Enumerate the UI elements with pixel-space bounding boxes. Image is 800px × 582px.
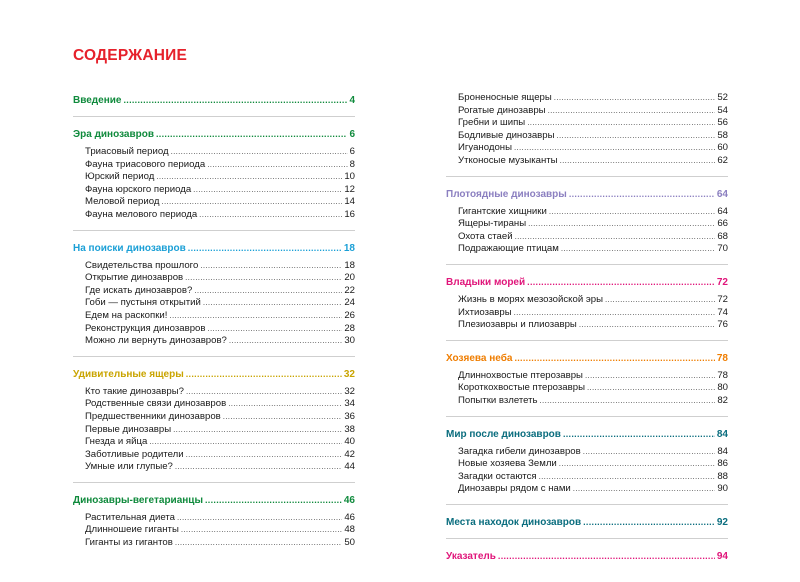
toc-entry[interactable] <box>446 92 728 105</box>
dot-leader <box>205 492 342 508</box>
toc-entry-title: Игуанодоны <box>458 142 512 154</box>
toc-entry[interactable] <box>446 382 728 395</box>
dot-leader <box>560 155 716 168</box>
toc-entry[interactable] <box>73 335 355 348</box>
toc-entry-title: Загадки остаются <box>458 470 537 482</box>
dot-leader <box>561 243 715 256</box>
toc-entry-title: Гигантские хищники <box>458 205 547 217</box>
toc-entry[interactable] <box>73 260 355 273</box>
toc-entry-title: Гнезда и яйца <box>85 436 148 448</box>
toc-entry[interactable] <box>73 424 355 437</box>
toc-page-number: 14 <box>344 196 355 208</box>
toc-section <box>73 92 355 117</box>
toc-entry-title: Эра динозавров <box>73 129 154 140</box>
toc-entry[interactable] <box>73 512 355 525</box>
toc-entry[interactable] <box>73 386 355 399</box>
toc-page-number: 72 <box>716 276 728 288</box>
toc-page-number: 92 <box>716 516 728 528</box>
dot-leader <box>527 117 715 130</box>
toc-entry-title: Динозавры рядом с нами <box>458 483 571 495</box>
toc-page-number: 84 <box>716 428 728 440</box>
toc-page-number: 34 <box>344 398 355 410</box>
toc-entry-title: Длинношеие гиганты <box>85 524 179 536</box>
toc-page-number: 62 <box>717 154 728 166</box>
toc-entry[interactable] <box>446 446 728 459</box>
dot-leader <box>173 424 342 437</box>
toc-entry[interactable] <box>73 285 355 298</box>
dot-leader <box>587 382 715 395</box>
dot-leader <box>186 386 342 399</box>
toc-entry[interactable] <box>73 171 355 184</box>
dot-leader <box>228 398 342 411</box>
toc-entry[interactable] <box>446 142 728 155</box>
toc-entry-title: Растительная диета <box>85 511 175 523</box>
toc-page-number: 52 <box>717 92 728 103</box>
toc-page-number: 10 <box>344 171 355 183</box>
dot-leader <box>149 436 342 449</box>
toc-page-number: 26 <box>344 309 355 321</box>
toc-page-number: 4 <box>349 95 355 106</box>
toc-entry[interactable] <box>73 146 355 159</box>
toc-entry-title: Бодливые динозавры <box>458 129 555 141</box>
toc-entry[interactable] <box>73 323 355 336</box>
toc-section-heading[interactable] <box>446 274 728 290</box>
toc-page-number: 72 <box>717 293 728 305</box>
toc-entry-title: Открытие динозавров <box>85 272 184 284</box>
toc-page-number: 40 <box>344 436 355 448</box>
toc-entry[interactable] <box>73 461 355 474</box>
toc-entry-title: Кто такие динозавры? <box>85 385 184 397</box>
toc-entry[interactable] <box>446 105 728 118</box>
dot-leader <box>515 231 716 244</box>
toc-entry-title: Плезиозавры и плиозавры <box>458 319 577 331</box>
toc-entry-title: Загадка гибели динозавров <box>458 445 581 457</box>
toc-page-number: 70 <box>717 243 728 255</box>
dot-leader <box>200 260 342 273</box>
toc-page-number: 64 <box>717 205 728 217</box>
toc-section-heading[interactable] <box>446 514 728 530</box>
toc-entry[interactable] <box>446 370 728 383</box>
toc-page-number: 88 <box>717 470 728 482</box>
toc-page-number: 46 <box>344 511 355 523</box>
toc-entry-title: Свидетельства прошлого <box>85 259 199 271</box>
toc-section <box>446 548 728 573</box>
toc-section-heading[interactable] <box>446 350 728 366</box>
dot-leader <box>186 366 342 382</box>
toc-entry-title: Введение <box>73 95 122 106</box>
toc-entry-title: Ихтиозавры <box>458 306 512 318</box>
dot-leader <box>528 218 715 231</box>
toc-section-heading[interactable] <box>73 240 355 256</box>
toc-left-column <box>73 92 355 568</box>
toc-page-number: 60 <box>717 142 728 154</box>
toc-section <box>73 126 355 231</box>
dot-leader <box>579 319 716 332</box>
toc-entry-title: Подражающие птицам <box>458 243 559 255</box>
toc-page-number: 68 <box>717 230 728 242</box>
toc-entry-title: Родственные связи динозавров <box>85 398 227 410</box>
toc-section <box>446 186 728 265</box>
toc-entry[interactable] <box>73 310 355 323</box>
toc-entry[interactable] <box>73 524 355 537</box>
toc-page-number: 86 <box>717 458 728 470</box>
toc-entry-title: Попытки взлететь <box>458 394 538 406</box>
toc-entry[interactable] <box>446 395 728 408</box>
toc-section <box>446 426 728 505</box>
dot-leader <box>539 471 716 484</box>
dot-leader <box>540 395 716 408</box>
toc-section <box>446 514 728 539</box>
toc-entry[interactable] <box>446 206 728 219</box>
toc-entry[interactable] <box>446 483 728 496</box>
toc-page-number: 56 <box>717 117 728 129</box>
toc-page-number: 12 <box>344 183 355 195</box>
toc-entry[interactable] <box>73 209 355 222</box>
toc-entry-title: Триасовый период <box>85 146 169 157</box>
toc-section-heading[interactable] <box>446 548 728 564</box>
dot-leader <box>193 184 342 197</box>
toc-entry-title: Юрский период <box>85 171 155 183</box>
toc-page-number: 48 <box>344 524 355 536</box>
toc-section-heading[interactable] <box>73 126 355 142</box>
toc-entry[interactable] <box>446 218 728 231</box>
dot-leader <box>554 92 716 105</box>
toc-entry-title: Умные или глупые? <box>85 461 173 473</box>
toc-entry-title: Хозяева неба <box>446 352 513 364</box>
toc-section <box>73 240 355 357</box>
toc-page-number: 66 <box>717 218 728 230</box>
dot-leader <box>229 335 342 348</box>
toc-entry-title: Реконструкция динозавров <box>85 322 206 334</box>
toc-entry-title: Где искать динозавров? <box>85 284 193 296</box>
dot-leader <box>181 524 342 537</box>
toc-page-number: 82 <box>717 394 728 406</box>
toc-entry-title: Броненосные ящеры <box>458 92 552 103</box>
toc-entry[interactable] <box>73 272 355 285</box>
toc-entry[interactable] <box>73 297 355 310</box>
toc-page-number: 50 <box>344 537 355 549</box>
toc-section <box>73 366 355 483</box>
dot-leader <box>569 186 715 202</box>
toc-entry-title: Длиннохвостые птерозавры <box>458 369 583 381</box>
toc-page-number: 24 <box>344 297 355 309</box>
dot-leader <box>171 146 348 159</box>
toc-entry-title: Указатель <box>446 550 496 562</box>
dot-leader <box>123 92 347 108</box>
toc-page-number: 30 <box>344 335 355 347</box>
toc-entry-title: Динозавры-вегетарианцы <box>73 494 203 506</box>
toc-entry-title: Гоби — пустыня открытий <box>85 297 201 309</box>
dot-leader <box>514 307 716 320</box>
toc-page-number: 64 <box>716 188 728 200</box>
toc-entry[interactable] <box>73 196 355 209</box>
toc-entry[interactable] <box>446 117 728 130</box>
toc-entry-title: Ящеры-тираны <box>458 218 527 230</box>
toc-entry[interactable] <box>73 449 355 462</box>
dot-leader <box>583 446 716 459</box>
toc-entry[interactable] <box>446 471 728 484</box>
toc-entry[interactable] <box>73 184 355 197</box>
dot-leader <box>583 514 715 530</box>
toc-page-number: 74 <box>717 306 728 318</box>
dot-leader <box>559 458 716 471</box>
toc-page-number: 90 <box>717 483 728 495</box>
dot-leader <box>573 483 716 496</box>
dot-leader <box>203 297 342 310</box>
toc-entry-title: Заботливые родители <box>85 448 184 460</box>
toc-page-number: 18 <box>344 259 355 271</box>
toc-page-number: 38 <box>344 423 355 435</box>
toc-page-number: 6 <box>349 129 355 140</box>
toc-page-number: 20 <box>344 272 355 284</box>
toc-entry-title: Фауна юрского периода <box>85 183 192 195</box>
dot-leader <box>514 350 714 366</box>
toc-entry-title: Короткохвостые птерозавры <box>458 382 585 394</box>
dot-leader <box>557 130 716 143</box>
toc-entry-title: Новые хозяева Земли <box>458 458 557 470</box>
dot-leader <box>188 240 342 256</box>
toc-page-number: 84 <box>717 445 728 457</box>
toc-entry-title: Едем на раскопки! <box>85 309 168 321</box>
toc-page-number: 58 <box>717 129 728 141</box>
toc-entry-title: Места находок динозавров <box>446 516 582 528</box>
toc-section-heading[interactable] <box>446 186 728 202</box>
toc-page-number: 46 <box>343 494 355 506</box>
dot-leader <box>585 370 715 383</box>
toc-section <box>73 492 355 559</box>
toc-entry-title: На поиски динозавров <box>73 242 186 254</box>
toc-section-heading[interactable] <box>73 92 355 108</box>
dot-leader <box>199 209 342 222</box>
toc-entry[interactable] <box>446 155 728 168</box>
toc-entry-title: Можно ли вернуть динозавров? <box>85 335 227 347</box>
toc-entry-title: Гиганты из гигантов <box>85 537 173 549</box>
toc-entry[interactable] <box>446 243 728 256</box>
toc-entry-title: Владыки морей <box>446 276 526 288</box>
toc-right-column <box>446 92 728 582</box>
dot-leader <box>223 411 343 424</box>
toc-section-heading[interactable] <box>446 426 728 442</box>
toc-entry-title: Мир после динозавров <box>446 428 561 440</box>
dot-leader <box>207 323 342 336</box>
dot-leader <box>156 171 342 184</box>
toc-entry-title: Жизнь в морях мезозойской эры <box>458 293 603 305</box>
toc-page-number: 16 <box>344 208 355 220</box>
dot-leader <box>169 310 342 323</box>
toc-page-number: 44 <box>344 461 355 473</box>
dot-leader <box>194 285 342 298</box>
toc-entry[interactable] <box>446 231 728 244</box>
toc-entry[interactable] <box>446 319 728 332</box>
dot-leader <box>605 294 715 307</box>
toc-entry-title: Фауна мелового периода <box>85 208 198 220</box>
toc-entry[interactable] <box>73 398 355 411</box>
toc-entry-title: Удивительные ящеры <box>73 368 184 380</box>
toc-entry-title: Предшественники динозавров <box>85 410 221 422</box>
toc-page-number: 42 <box>344 448 355 460</box>
dot-leader <box>175 461 342 474</box>
toc-page-number: 6 <box>349 146 355 157</box>
toc-section-heading[interactable] <box>73 366 355 382</box>
toc-entry[interactable] <box>446 130 728 143</box>
toc-section-continued <box>446 92 728 177</box>
toc-section <box>446 274 728 341</box>
page-title: СОДЕРЖАНИЕ <box>73 47 188 64</box>
dot-leader <box>161 196 342 209</box>
toc-page-number: 78 <box>717 369 728 381</box>
toc-entry[interactable] <box>73 411 355 424</box>
toc-entry-title: Меловой период <box>85 196 160 208</box>
toc-page-number: 78 <box>716 352 728 364</box>
dot-leader <box>186 449 343 462</box>
dot-leader <box>156 126 347 142</box>
toc-page-number: 32 <box>343 368 355 380</box>
toc-entry-title: Фауна триасового периода <box>85 158 206 170</box>
dot-leader <box>514 142 715 155</box>
toc-entry-title: Плотоядные динозавры <box>446 188 567 200</box>
dot-leader <box>549 206 715 219</box>
toc-entry[interactable] <box>446 458 728 471</box>
toc-entry-title: Первые динозавры <box>85 423 172 435</box>
toc-page-number: 32 <box>344 385 355 397</box>
toc-page-number: 36 <box>344 410 355 422</box>
toc-page-number: 18 <box>343 242 355 254</box>
toc-entry-title: Утконосые музыканты <box>458 154 558 166</box>
toc-page-number: 94 <box>716 550 728 562</box>
toc-section-heading[interactable] <box>73 492 355 508</box>
dot-leader <box>563 426 715 442</box>
toc-page-number: 22 <box>344 284 355 296</box>
dot-leader <box>185 272 342 285</box>
toc-page-number: 80 <box>717 382 728 394</box>
toc-page-number: 8 <box>349 158 355 170</box>
toc-entry[interactable] <box>446 294 728 307</box>
dot-leader <box>177 512 342 525</box>
toc-section <box>446 350 728 417</box>
dot-leader <box>527 274 715 290</box>
toc-page-number: 28 <box>344 322 355 334</box>
toc-entry[interactable] <box>446 307 728 320</box>
toc-entry[interactable] <box>73 159 355 172</box>
dot-leader <box>498 548 715 564</box>
dot-leader <box>207 159 347 172</box>
toc-entry-title: Гребни и шипы <box>458 117 526 129</box>
toc-page-number: 76 <box>717 319 728 331</box>
toc-page-number: 54 <box>717 104 728 116</box>
toc-entry-title: Рогатые динозавры <box>458 104 546 116</box>
toc-entry[interactable] <box>73 436 355 449</box>
toc-entry-title: Охота стаей <box>458 230 513 242</box>
dot-leader <box>548 105 716 118</box>
